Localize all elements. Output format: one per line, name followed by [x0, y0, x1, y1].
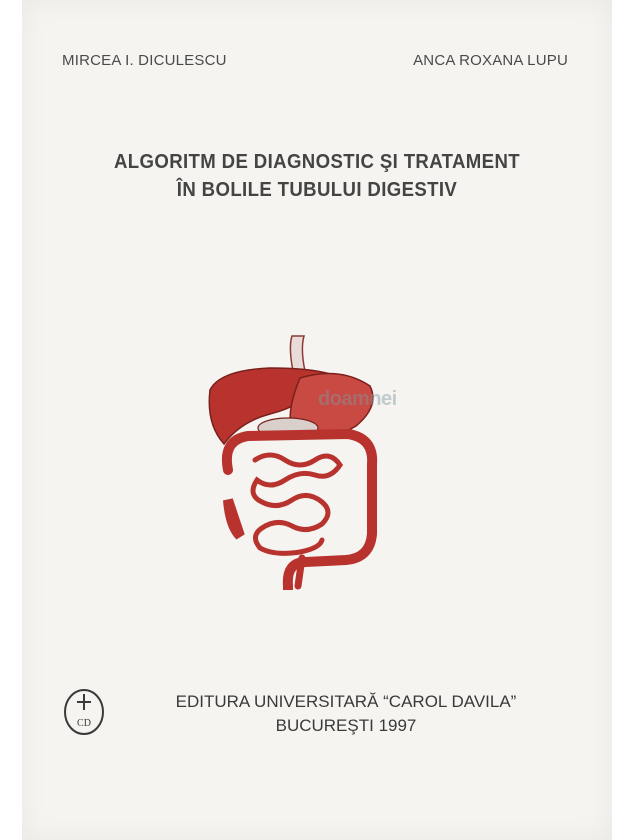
- title-line-1: ALGORITM DE DIAGNOSTIC ŞI TRATAMENT: [113, 151, 521, 173]
- publisher-block: [62, 688, 570, 748]
- title-line-2: ÎN BOLILE TUBULUI DIGESTIV: [176, 179, 458, 201]
- city-year: BUCUREŞTI 1997: [275, 716, 417, 735]
- small-intestine: [253, 455, 340, 553]
- digestive-system-illustration: [200, 330, 400, 590]
- publisher-logo-icon: [62, 688, 106, 740]
- rectum: [298, 558, 302, 586]
- watermark-logo: doamnei: [318, 388, 397, 410]
- author-2: ANCA ROXANA LUPU: [413, 52, 568, 69]
- publisher-name: EDITURA UNIVERSITARĂ “CAROL DAVILA”: [175, 692, 517, 711]
- book-title: [22, 148, 612, 204]
- svg-text:CD: CD: [77, 718, 91, 729]
- author-1: MIRCEA I. DICULESCU: [62, 52, 227, 69]
- authors: [62, 52, 568, 69]
